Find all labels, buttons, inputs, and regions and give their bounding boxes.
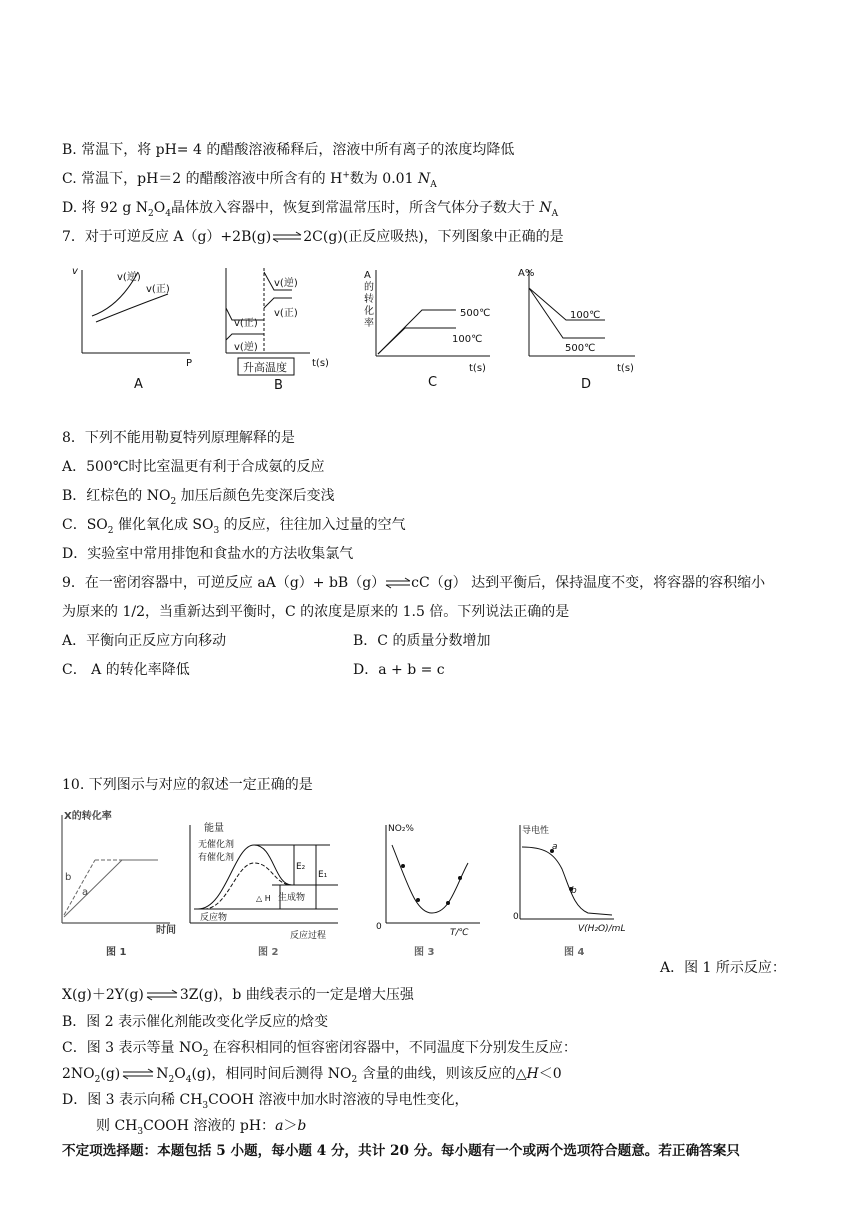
svg-text:A: A xyxy=(134,377,143,392)
svg-text:的: 的 xyxy=(364,282,374,293)
q10-option-c-cont: $2NO_2(g)$ $N_2O_4(g)$，相同时间后测得 $NO_2$ 含量的曲线，则该反应的△H＜0 xyxy=(62,1066,562,1085)
question-9: 9．在一密闭容器中，可逆反应 aA（g）+ bB（g） cC（g） 达到平衡后，保持温度不变，将容器的容积缩小 xyxy=(62,575,766,591)
svg-text:100℃: 100℃ xyxy=(452,334,483,345)
svg-text:a: a xyxy=(82,887,89,898)
equilibrium-arrow-icon xyxy=(272,231,302,243)
equilibrium-arrow-icon xyxy=(146,989,178,1001)
question-10: 10. 下列图示与对应的叙述一定正确的是 xyxy=(62,777,313,793)
graph-a xyxy=(72,266,192,392)
svg-text:反应物: 反应物 xyxy=(200,913,228,923)
svg-text:图 4: 图 4 xyxy=(564,947,585,958)
option-c-line: C. 常温下，pH＝2 的醋酸溶液中所含有的 H+数为 0.01 $N_A$ xyxy=(62,170,437,190)
q9-option-b: B．C 的质量分数增加 xyxy=(353,633,491,649)
svg-text:△ H: △ H xyxy=(256,894,271,903)
figure-4 xyxy=(513,824,625,958)
svg-text:V(H₂O)/mL: V(H₂O)/mL xyxy=(578,924,626,934)
svg-text:A: A xyxy=(364,270,371,281)
option-d-line: D. 将 92 g $N_2O_4$晶体放入容器中，恢复到常温常压时，所含气体分子数大于 $N_A$ xyxy=(62,200,559,219)
svg-text:转: 转 xyxy=(364,294,374,305)
svg-text:NO₂%: NO₂% xyxy=(388,824,414,834)
graph-b xyxy=(226,268,329,393)
section-heading-multiple-choice: 不定项选择题：本题包括 5 小题，每小题 4 分，共计 20 分。每小题有一个或两个选项符合题意。若正确答案只 xyxy=(62,1143,740,1159)
svg-text:b: b xyxy=(65,872,72,883)
svg-text:v(正): v(正) xyxy=(274,308,298,319)
svg-text:有催化剂: 有催化剂 xyxy=(198,853,235,863)
q8-option-a: A．500℃时比室温更有利于合成氨的反应 xyxy=(62,459,325,475)
svg-text:500℃: 500℃ xyxy=(565,343,596,354)
svg-text:B: B xyxy=(274,378,283,393)
svg-text:b: b xyxy=(571,886,577,896)
svg-text:E₁: E₁ xyxy=(318,870,328,880)
question-8: 8．下列不能用勒夏特列原理解释的是 xyxy=(62,430,295,446)
q9-option-d: D．a + b = c xyxy=(353,662,445,678)
svg-text:导电性: 导电性 xyxy=(522,826,550,836)
svg-text:v(逆): v(逆) xyxy=(234,342,258,353)
q10-option-d: D．图 3 表示向稀 $CH_3COOH$ 溶液中加水时溶液的导电性变化， xyxy=(62,1092,469,1111)
equilibrium-arrow-icon xyxy=(122,1068,154,1080)
svg-text:C: C xyxy=(428,375,438,390)
q10-option-b: B．图 2 表示催化剂能改变化学反应的焓变 xyxy=(62,1014,329,1030)
svg-text:时间: 时间 xyxy=(156,925,176,936)
q10-option-c: C．图 3 表示等量 $NO_2$ 在容积相同的恒容密闭容器中，不同温度下分别发生反应： xyxy=(62,1040,577,1059)
question-9-cont: 为原来的 1/2，当重新达到平衡时，C 的浓度是原来的 1.5 倍。下列说法正确的是 xyxy=(62,604,570,620)
svg-text:T/℃: T/℃ xyxy=(450,928,469,938)
svg-text:0: 0 xyxy=(376,922,382,932)
svg-text:v(逆): v(逆) xyxy=(117,272,141,283)
q9-option-c: C． A 的转化率降低 xyxy=(62,662,190,678)
svg-text:率: 率 xyxy=(364,318,374,329)
svg-text:t(s): t(s) xyxy=(312,358,329,369)
svg-text:v(正): v(正) xyxy=(146,284,170,295)
q10-option-d-cont: 则 $CH_3COOH$ 溶液的 pH：a＞b xyxy=(96,1118,307,1137)
q10-option-a: X(g)＋2Y(g) 3Z(g)，b 曲线表示的一定是增大压强 xyxy=(62,987,414,1003)
svg-text:v: v xyxy=(72,266,78,277)
graph-d xyxy=(518,268,635,392)
svg-text:E₂: E₂ xyxy=(296,862,306,872)
svg-text:A%: A% xyxy=(518,268,535,279)
q9-option-a: A．平衡向正反应方向移动 xyxy=(62,633,227,649)
svg-text:v(逆): v(逆) xyxy=(274,278,298,289)
q10-option-a-head: A．图 1 所示反应： xyxy=(660,960,786,976)
svg-text:无催化剂: 无催化剂 xyxy=(198,840,235,850)
svg-text:t(s): t(s) xyxy=(469,363,486,374)
q10-figures xyxy=(40,805,640,965)
svg-text:图 3: 图 3 xyxy=(414,947,435,958)
svg-text:a: a xyxy=(552,842,558,852)
figure-2 xyxy=(190,821,338,958)
q8-option-d: D．实验室中常用排饱和食盐水的方法收集氯气 xyxy=(62,546,354,562)
svg-text:图 2: 图 2 xyxy=(258,947,279,958)
graph-c xyxy=(364,270,490,390)
svg-text:X的转化率: X的转化率 xyxy=(64,811,112,822)
q8-option-c: C．$SO_2$ 催化氧化成 $SO_3$ 的反应，往往加入过量的空气 xyxy=(62,517,406,536)
svg-text:升高温度: 升高温度 xyxy=(243,361,287,374)
svg-text:化: 化 xyxy=(364,306,374,317)
svg-text:能量: 能量 xyxy=(204,823,224,834)
svg-text:100℃: 100℃ xyxy=(570,310,601,321)
svg-text:P: P xyxy=(186,358,193,369)
svg-text:500℃: 500℃ xyxy=(460,308,491,319)
svg-text:生成物: 生成物 xyxy=(278,893,306,903)
equilibrium-arrow-icon xyxy=(385,577,411,589)
svg-text:t(s): t(s) xyxy=(617,363,634,374)
svg-text:D: D xyxy=(581,377,592,392)
svg-text:0: 0 xyxy=(513,912,519,922)
figure-1 xyxy=(62,809,176,958)
svg-text:v(正): v(正) xyxy=(234,318,258,329)
svg-text:反应过程: 反应过程 xyxy=(290,931,327,941)
q8-option-b: B．红棕色的 $NO_2$ 加压后颜色先变深后变浅 xyxy=(62,488,335,507)
question-7: 7．对于可逆反应 A（g）+2B(g) 2C(g)(正反应吸热)，下列图象中正确的是 xyxy=(62,229,564,245)
figure-3 xyxy=(376,824,480,958)
option-b-line: B. 常温下，将 pH= 4 的醋酸溶液稀释后，溶液中所有离子的浓度均降低 xyxy=(62,142,515,158)
svg-text:图 1: 图 1 xyxy=(106,947,127,958)
q7-graphs xyxy=(60,258,660,398)
